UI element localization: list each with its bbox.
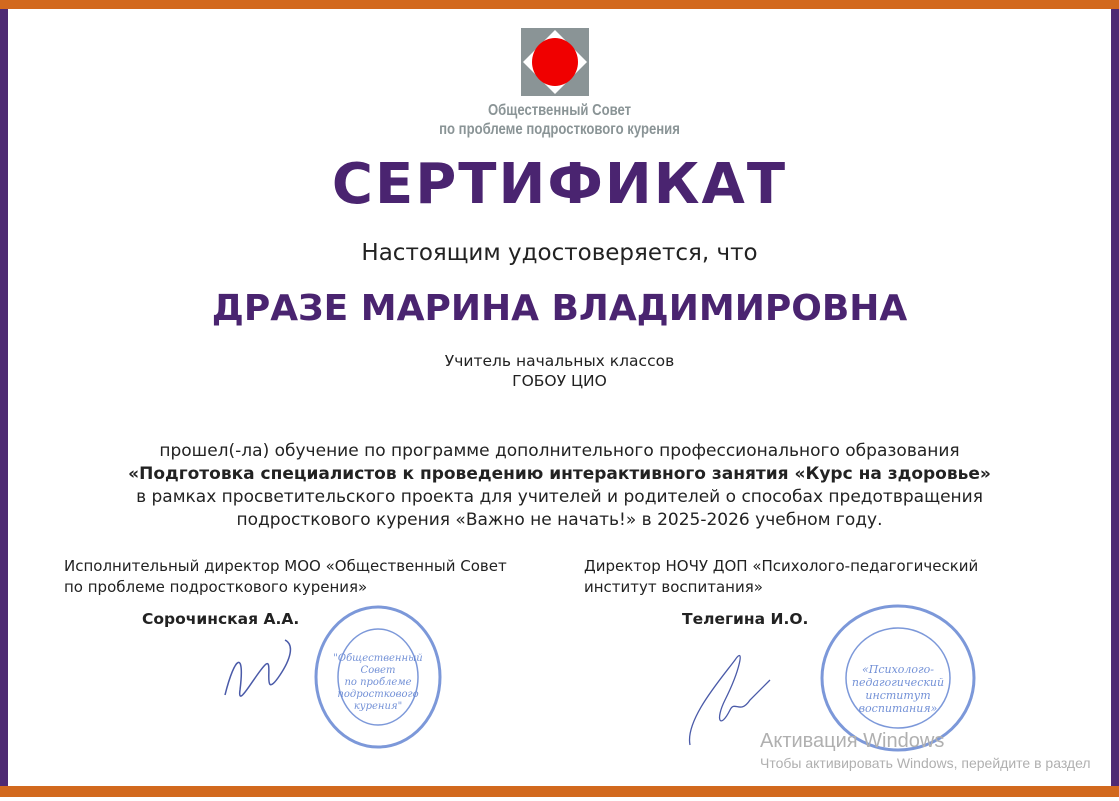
signatory-role-right — [584, 556, 978, 598]
role-line: Директор НОЧУ ДОП «Психолого-педагогический — [584, 557, 979, 575]
role-line: Исполнительный директор МОО «Общественный Совет — [64, 557, 507, 575]
signer-name-left: Сорочинская А.А. — [142, 610, 300, 628]
signer-name-right: Телегина И.О. — [682, 610, 809, 628]
top-border — [0, 0, 1119, 9]
bottom-border — [0, 786, 1119, 797]
org-name-line1: Общественный Совет — [487, 102, 632, 119]
body-line: подросткового курения «Важно не начать!» в 2025-2026 учебном году. — [236, 510, 883, 530]
program-title: «Подготовка специалистов к проведению интерактивного занятия «Курс на здоровье» — [128, 464, 991, 484]
svg-text:институт: институт — [865, 689, 931, 702]
recipient-position: Учитель начальных классов — [444, 352, 675, 370]
svg-text:"Общественный: "Общественный — [333, 653, 423, 664]
windows-activation-hint: Чтобы активировать Windows, перейдите в раздел — [760, 755, 1091, 771]
role-line: институт воспитания» — [584, 578, 763, 596]
windows-activation-watermark: Активация Windows — [760, 730, 945, 752]
certifies-text: Настоящим удостоверяется, что — [361, 240, 758, 266]
certificate-body — [0, 440, 1119, 532]
svg-text:Совет: Совет — [360, 665, 396, 676]
signature-left-icon — [205, 635, 305, 715]
council-logo-icon — [521, 28, 589, 96]
svg-text:воспитания»: воспитания» — [858, 702, 938, 715]
signatory-role-left — [64, 556, 507, 598]
certificate-title: СЕРТИФИКАТ — [331, 152, 788, 217]
svg-text:подросткового: подросткового — [337, 689, 419, 700]
recipient-organization: ГОБОУ ЦИО — [512, 372, 607, 390]
left-border — [0, 9, 8, 786]
org-name-line2: по проблеме подросткового курения — [439, 121, 680, 138]
role-line: по проблеме подросткового курения» — [64, 578, 368, 596]
body-line: в рамках просветительского проекта для учителей и родителей о способах предотвращения — [136, 487, 983, 507]
recipient-name: ДРАЗЕ МАРИНА ВЛАДИМИРОВНА — [211, 288, 908, 329]
body-line: прошел(-ла) обучение по программе дополнительного профессионального образования — [159, 441, 960, 461]
svg-text:педагогический: педагогический — [851, 676, 945, 689]
stamp-left-icon — [312, 603, 444, 751]
svg-text:курения": курения" — [353, 701, 403, 712]
svg-text:по проблеме: по проблеме — [344, 677, 412, 688]
right-border — [1111, 9, 1119, 786]
svg-text:«Психолого-: «Психолого- — [862, 663, 934, 676]
